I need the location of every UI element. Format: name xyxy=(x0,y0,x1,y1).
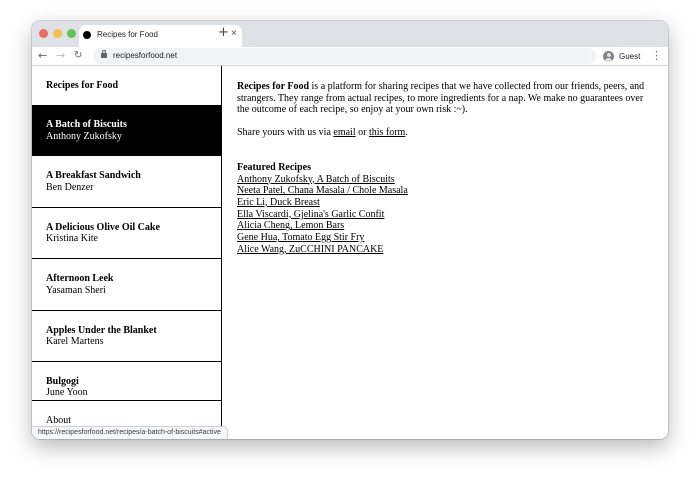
profile-label: Guest xyxy=(619,52,641,61)
email-link[interactable]: email xyxy=(333,127,356,139)
share-suffix: . xyxy=(405,127,408,139)
recipe-title: A Delicious Olive Oil Cake xyxy=(46,221,160,233)
recipe-author: Yasaman Sheri xyxy=(46,284,106,296)
featured-list xyxy=(237,174,657,256)
plus-icon[interactable]: + xyxy=(218,25,229,40)
recipe-item[interactable] xyxy=(32,105,221,156)
tab-title: Recipes for Food xyxy=(97,30,158,39)
recipe-author: Karel Martens xyxy=(46,336,104,348)
featured-recipe-link[interactable]: Neeta Patel, Chana Masala / Chole Masala xyxy=(237,185,408,197)
recipe-author: June Yoon xyxy=(46,387,88,399)
forward-arrow-icon[interactable]: → xyxy=(56,49,66,62)
recipe-item[interactable] xyxy=(32,311,221,362)
featured-recipe-link[interactable]: Anthony Zukofsky, A Batch of Biscuits xyxy=(237,173,395,185)
intro-brand: Recipes for Food xyxy=(237,81,310,92)
minimize-window-button[interactable] xyxy=(53,29,62,38)
share-paragraph xyxy=(237,127,657,139)
web-page xyxy=(32,66,668,439)
recipe-item[interactable] xyxy=(32,156,221,207)
featured-recipe-link[interactable]: Ella Viscardi, Gjelina's Garlic Confit xyxy=(237,208,385,220)
recipe-item[interactable] xyxy=(32,208,221,259)
recipe-title: Apples Under the Blanket xyxy=(46,324,157,336)
recipe-item[interactable] xyxy=(32,259,221,310)
featured-recipe-link[interactable]: Gene Hua, Tomato Egg Stir Fry xyxy=(237,232,365,244)
back-arrow-icon[interactable]: ← xyxy=(38,49,48,62)
recipe-title: Afternoon Leek xyxy=(46,273,114,285)
intro-paragraph xyxy=(237,81,657,116)
share-prefix: Share yours with us via xyxy=(237,127,334,139)
form-link[interactable]: this form xyxy=(368,127,406,139)
recipe-title: Bulgogi xyxy=(46,375,79,387)
featured-recipe-link[interactable]: Alice Wang, ZuCCHINI PANCAKE xyxy=(237,243,384,255)
browser-toolbar xyxy=(32,47,668,66)
address-bar[interactable] xyxy=(93,48,596,64)
recipe-list xyxy=(32,105,221,413)
main-content xyxy=(237,81,657,255)
maximize-window-button[interactable] xyxy=(67,29,76,38)
recipe-title: A Breakfast Sandwich xyxy=(46,170,141,182)
close-window-button[interactable] xyxy=(39,29,48,38)
recipe-author: Ben Denzer xyxy=(46,181,94,193)
intro-text: is a platform for sharing recipes that we have collected from our friends, peers, and strangers. They range from actual recipes, to more ingredients for a nap. We make no guarantees over the outcome of each recipe, so enjoy at your own risk :~). xyxy=(237,81,645,116)
sidebar xyxy=(32,66,222,439)
kebab-menu-icon[interactable]: ⋮ xyxy=(651,49,662,62)
featured-heading: Featured Recipes xyxy=(237,161,311,173)
status-bar: https://recipesforfood.net/recipes/a-batch-of-biscuits#active xyxy=(32,426,228,439)
reload-icon[interactable]: ↻ xyxy=(74,50,83,61)
avatar-icon xyxy=(603,51,614,62)
featured-recipe-link[interactable]: Alicia Cheng, Lemon Bars xyxy=(237,220,345,232)
profile-button[interactable] xyxy=(603,49,649,64)
recipe-author: Anthony Zukofsky xyxy=(46,130,122,142)
featured-recipe-link[interactable]: Eric Li, Duck Breast xyxy=(237,196,320,208)
recipe-author: Kristina Kite xyxy=(46,233,98,245)
url-text[interactable]: recipesforfood.net xyxy=(113,51,178,60)
site-title[interactable]: Recipes for Food xyxy=(46,80,119,91)
favicon-icon xyxy=(83,31,91,39)
about-link[interactable]: About xyxy=(46,415,71,426)
featured-recipes xyxy=(237,162,657,256)
lock-icon[interactable] xyxy=(101,53,107,58)
browser-window xyxy=(32,21,668,439)
share-or: or xyxy=(355,127,369,139)
close-icon[interactable]: × xyxy=(231,28,237,39)
recipe-title: A Batch of Biscuits xyxy=(46,119,127,130)
tab-strip xyxy=(32,21,668,47)
